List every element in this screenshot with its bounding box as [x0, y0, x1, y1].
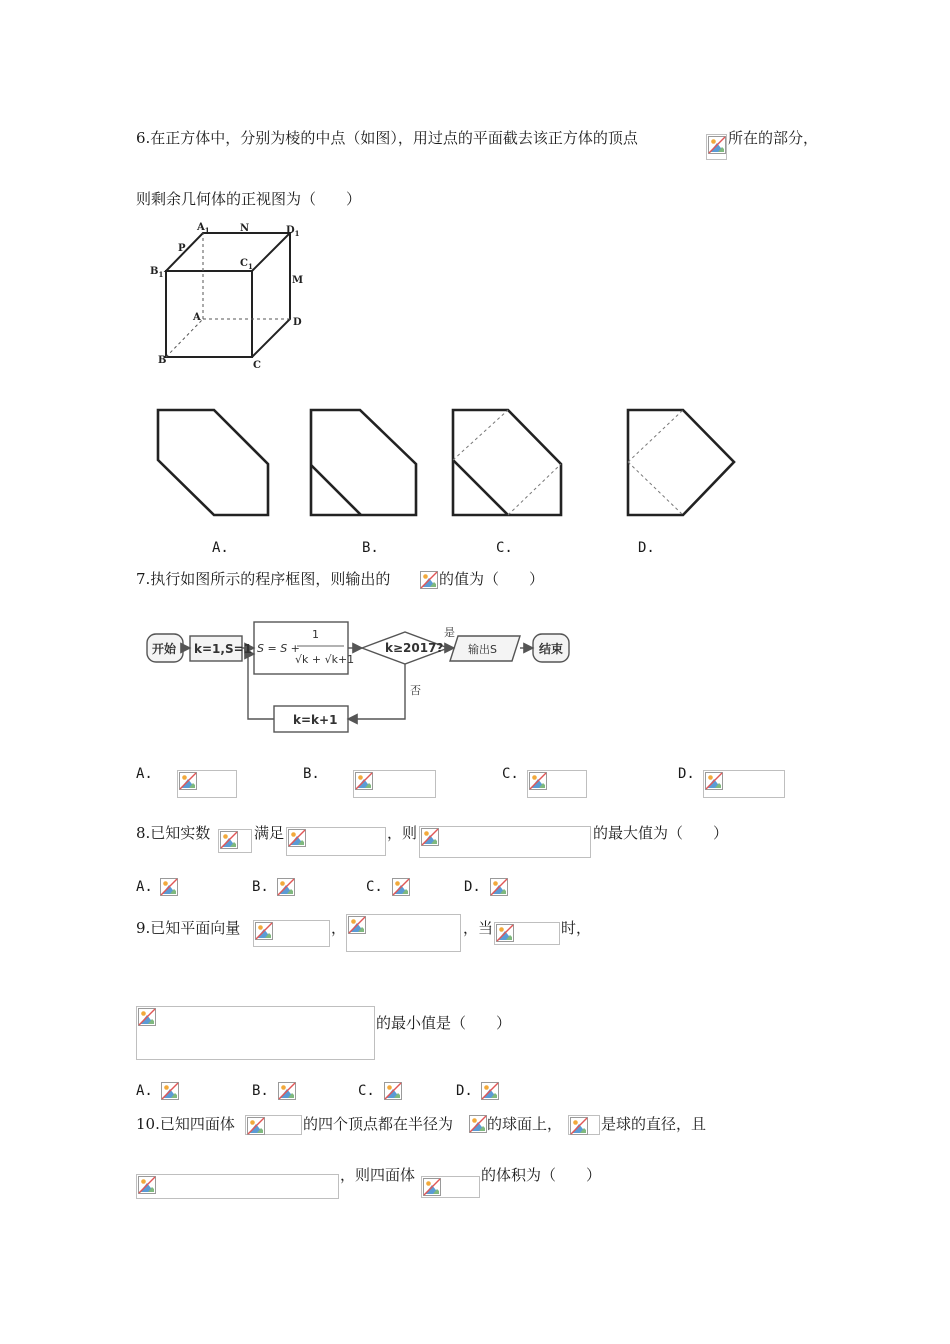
q7-text-b: 的值为（ ）	[439, 570, 545, 588]
label-c1: $C_1$	[240, 258, 253, 271]
cube-figure	[140, 218, 320, 378]
image-icon	[138, 1008, 156, 1026]
image-placeholder	[161, 1082, 179, 1101]
q6-option-c[interactable]: C.	[496, 540, 513, 556]
image-placeholder	[177, 770, 237, 798]
image-icon	[420, 571, 438, 589]
label-a1: $A_1$	[197, 222, 210, 235]
q10-text-d: 是球的直径，且	[601, 1115, 707, 1133]
image-icon	[277, 878, 295, 896]
image-placeholder	[136, 1174, 339, 1199]
image-placeholder	[420, 571, 438, 590]
image-icon	[708, 136, 726, 154]
image-icon	[255, 922, 273, 940]
q8-option-d[interactable]: D.	[464, 879, 481, 895]
q7-option-c[interactable]: C.	[502, 766, 519, 782]
image-icon	[705, 772, 723, 790]
image-icon	[529, 772, 547, 790]
q10-text-b: 的四个顶点都在半径为	[303, 1115, 454, 1133]
q9-option-d[interactable]: D.	[456, 1083, 473, 1099]
q9-text-e: 的最小值是（ ）	[376, 1014, 512, 1032]
image-icon	[490, 878, 508, 896]
q9-text-b: ，	[331, 919, 347, 937]
image-placeholder	[218, 829, 252, 853]
image-icon	[160, 878, 178, 896]
image-icon	[481, 1082, 499, 1100]
q7-option-b[interactable]: B.	[303, 766, 320, 782]
flow-update-label: S = S +	[257, 642, 300, 655]
image-placeholder	[392, 878, 413, 897]
flowchart	[140, 616, 580, 741]
q7-text-a: 7.执行如图所示的程序框图，则输出的	[136, 570, 391, 588]
label-c: C	[253, 360, 261, 371]
image-icon	[423, 1178, 441, 1196]
image-icon	[348, 916, 366, 934]
image-placeholder	[703, 770, 785, 798]
q9-text-c: ，当	[463, 919, 494, 937]
q8-text-a: 8.已知实数	[136, 824, 211, 842]
image-placeholder	[346, 914, 461, 952]
label-m: M	[292, 275, 304, 286]
image-icon	[220, 831, 238, 849]
q6-option-b[interactable]: B.	[362, 540, 379, 556]
flow-cond-label: k≥2017?	[385, 641, 444, 655]
image-icon	[179, 772, 197, 790]
q9-text-a: 9.已知平面向量	[136, 919, 241, 937]
q6-text-line1: 6.在正方体中，分别为棱的中点（如图），用过点的平面截去该正方体的顶点	[136, 129, 638, 147]
image-placeholder	[353, 770, 436, 798]
q6-option-a[interactable]: A.	[212, 540, 229, 556]
view-d-shape	[628, 410, 734, 515]
flow-end-label: 结束	[539, 642, 564, 656]
image-placeholder	[160, 878, 178, 897]
image-icon	[355, 772, 373, 790]
image-icon	[161, 1082, 179, 1100]
image-placeholder	[527, 770, 587, 798]
q7-option-d[interactable]: D.	[678, 766, 695, 782]
q9-text-d: 时，	[561, 919, 592, 937]
image-icon	[469, 1115, 487, 1133]
q8-option-b[interactable]: B.	[252, 879, 269, 895]
image-placeholder	[421, 1176, 480, 1198]
label-n: N	[240, 223, 250, 234]
image-placeholder	[568, 1115, 600, 1135]
label-p: P	[178, 243, 186, 254]
image-icon	[392, 878, 410, 896]
q8-text-b: 满足	[254, 824, 285, 842]
image-icon	[496, 924, 514, 942]
image-icon	[570, 1117, 588, 1135]
image-placeholder	[286, 827, 386, 856]
image-placeholder	[277, 878, 298, 897]
image-icon	[278, 1082, 296, 1100]
image-icon	[384, 1082, 402, 1100]
q8-text-d: 的最大值为（ ）	[593, 824, 729, 842]
flow-update-den: √k + √k+1	[295, 653, 355, 666]
q8-option-a[interactable]: A.	[136, 879, 153, 895]
flow-output-label: 输出S	[468, 643, 497, 656]
image-placeholder	[469, 1115, 486, 1134]
image-icon	[247, 1117, 265, 1135]
label-d: D	[293, 317, 302, 328]
q7-option-a[interactable]: A.	[136, 766, 153, 782]
q8-option-c[interactable]: C.	[366, 879, 383, 895]
image-placeholder	[278, 1082, 294, 1101]
q6-option-views	[140, 400, 760, 525]
q8-text-c: ，则	[387, 824, 418, 842]
flow-no-label: 否	[410, 684, 421, 697]
image-placeholder	[384, 1082, 405, 1101]
image-placeholder	[253, 920, 330, 947]
q6-text-line1-end: 所在的部分，	[728, 129, 819, 147]
image-placeholder	[136, 1006, 375, 1060]
view-b-shape	[311, 410, 416, 515]
image-placeholder	[706, 134, 727, 160]
flow-start-label: 开始	[152, 642, 177, 656]
q6-option-d[interactable]: D.	[638, 540, 655, 556]
q10-text-c: 的球面上，	[487, 1115, 563, 1133]
image-placeholder	[419, 826, 591, 858]
image-icon	[421, 828, 439, 846]
flow-init-label: k=1,S=1	[194, 642, 252, 656]
image-placeholder	[494, 922, 560, 945]
label-b: B	[158, 355, 167, 366]
q9-option-b[interactable]: B.	[252, 1083, 269, 1099]
image-icon	[138, 1176, 156, 1194]
image-icon	[288, 829, 306, 847]
image-placeholder	[481, 1082, 502, 1101]
q9-option-c[interactable]: C.	[358, 1083, 375, 1099]
flow-update-num: 1	[312, 628, 319, 641]
q10-text-a: 10.已知四面体	[136, 1115, 235, 1133]
q9-option-a[interactable]: A.	[136, 1083, 153, 1099]
image-placeholder	[490, 878, 511, 897]
q10-text-f: 的体积为（ ）	[481, 1166, 602, 1184]
view-a-shape	[158, 410, 268, 515]
flow-incr-label: k=k+1	[293, 713, 338, 727]
flow-yes-label: 是	[444, 626, 455, 639]
view-c-shape	[453, 410, 561, 515]
label-b1: $B_1$	[150, 266, 164, 279]
label-a: A	[193, 312, 201, 323]
label-d1: $D_1$	[286, 225, 300, 238]
q10-text-e: ，则四面体	[340, 1166, 416, 1184]
q6-text-line2: 则剩余几何体的正视图为（ ）	[136, 190, 362, 208]
image-placeholder	[245, 1115, 302, 1135]
